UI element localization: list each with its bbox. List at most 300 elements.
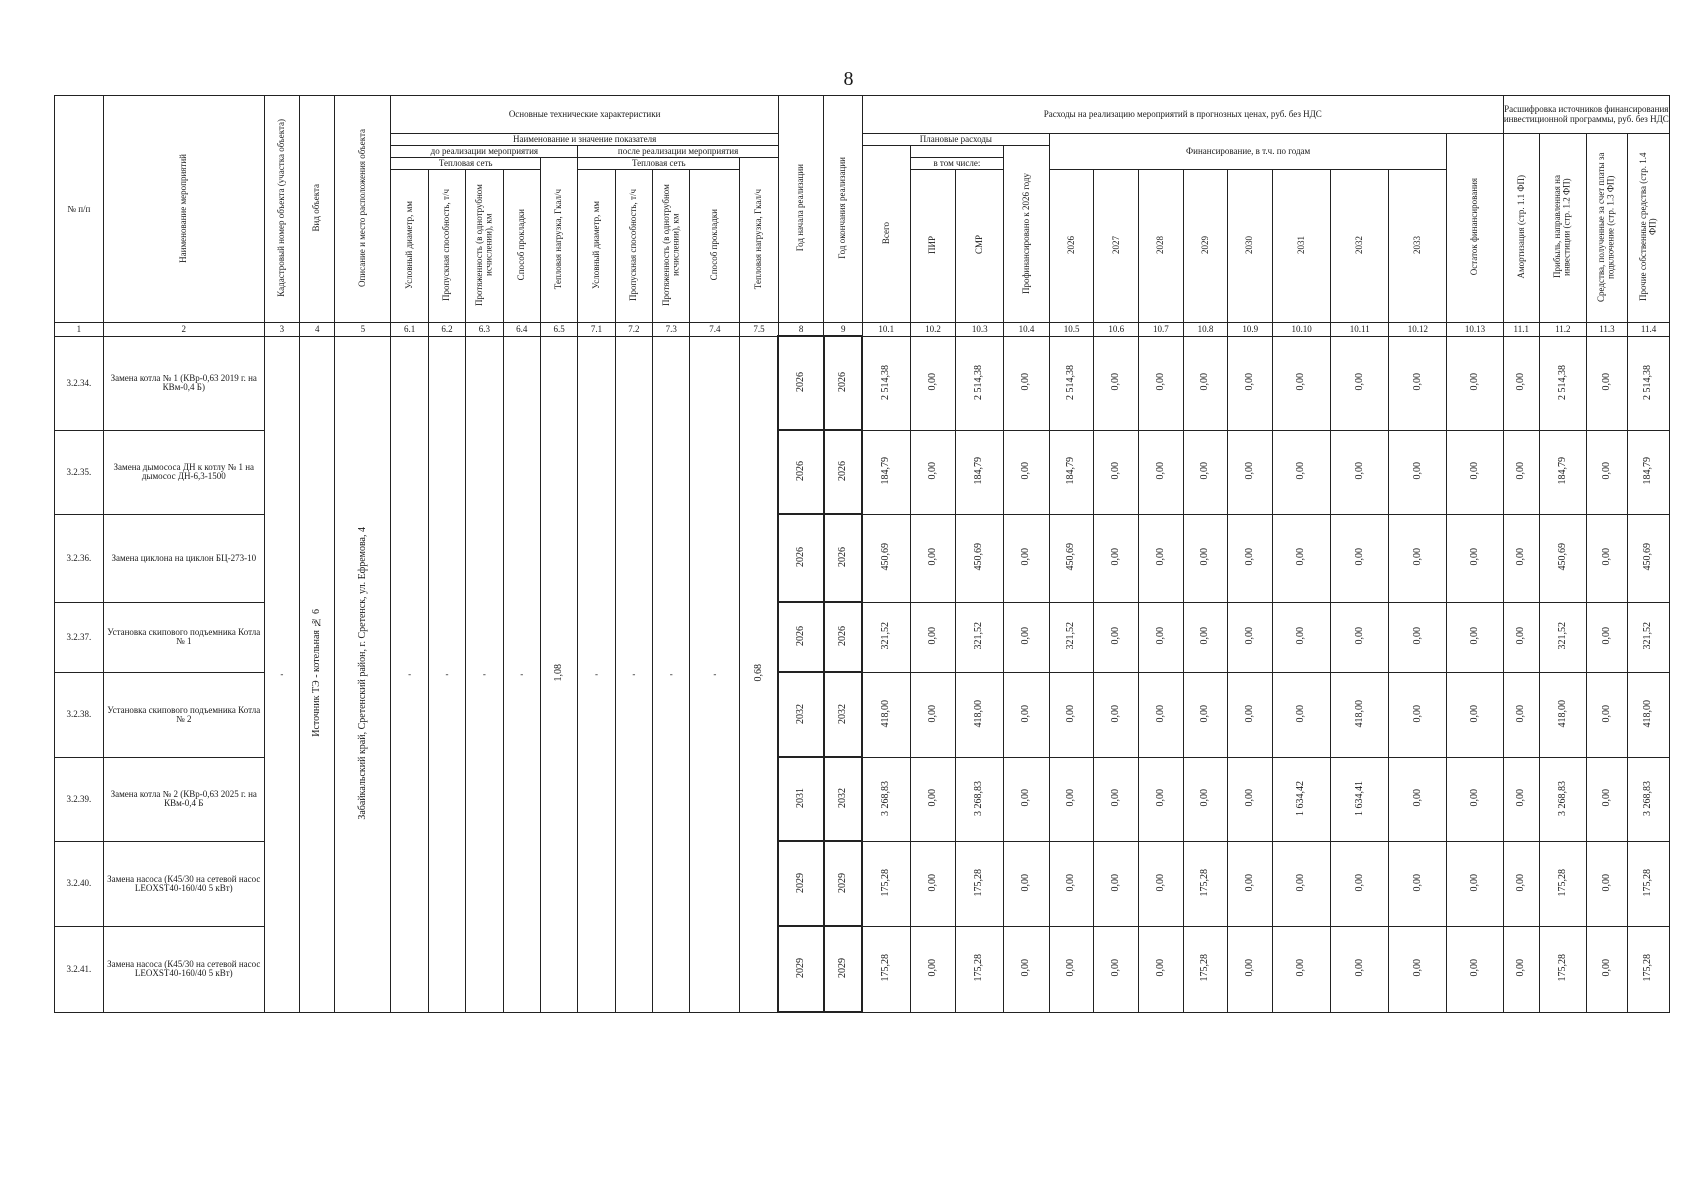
value-cell-text: 0,00 — [1020, 789, 1032, 807]
value-cell — [956, 841, 1004, 926]
after-dash-cell: - — [578, 336, 615, 1012]
value-cell — [1094, 672, 1139, 757]
value-cell — [1273, 602, 1331, 672]
value-cell-text: 0,00 — [1020, 704, 1032, 723]
value-cell — [956, 430, 1004, 514]
value-cell — [1586, 841, 1628, 926]
year-end-cell — [824, 672, 862, 757]
value-cell — [1228, 336, 1273, 430]
value-cell — [1004, 926, 1050, 1012]
value-cell-text: 321,52 — [973, 622, 985, 650]
planned-header: Плановые расходы — [862, 134, 1049, 146]
value-cell — [956, 336, 1004, 430]
value-cell — [1183, 602, 1228, 672]
heat-net-after-header: Тепловая сеть — [578, 158, 740, 170]
value-cell — [1389, 672, 1447, 757]
value-cell — [1094, 602, 1139, 672]
value-cell-text: 321,52 — [1642, 622, 1654, 650]
value-cell — [1273, 841, 1331, 926]
value-cell-text: 175,28 — [1556, 954, 1568, 982]
value-cell-text: 0,00 — [1353, 627, 1365, 645]
value-cell-text: 0,00 — [1295, 627, 1307, 645]
value-cell-text: 0,00 — [1411, 373, 1423, 391]
value-cell-text: 0,00 — [1110, 704, 1122, 723]
table-row — [55, 336, 1670, 430]
financing-years-header: Финансирование, в т.ч. по годам — [1049, 134, 1447, 170]
column-number: 10.4 — [1004, 323, 1050, 337]
value-cell-text: 0,00 — [1600, 548, 1612, 566]
value-cell — [1331, 841, 1389, 926]
value-cell — [910, 672, 956, 757]
heat-load-before-cell — [540, 336, 577, 1012]
value-cell — [1228, 602, 1273, 672]
value-cell-text: 0,00 — [1411, 704, 1423, 723]
value-cell — [1273, 430, 1331, 514]
col-connection-header: Средства, полученные за счет платы за подключение (стр. 1.3 ФП) — [1586, 134, 1628, 323]
value-cell-text: 175,28 — [973, 954, 985, 982]
value-cell — [1139, 514, 1184, 602]
row-number: 3.2.41. — [55, 926, 104, 1012]
value-cell — [1447, 336, 1503, 430]
value-cell — [1539, 430, 1586, 514]
value-cell — [1094, 926, 1139, 1012]
column-number: 10.12 — [1389, 323, 1447, 337]
value-cell — [1331, 602, 1389, 672]
value-cell-text: 175,28 — [1556, 868, 1568, 897]
column-number: 10.1 — [862, 323, 910, 337]
value-cell-text: 1 634,41 — [1353, 780, 1365, 816]
value-cell — [862, 336, 910, 430]
value-cell — [1447, 602, 1503, 672]
value-cell — [1447, 514, 1503, 602]
value-cell-text: 450,69 — [880, 543, 892, 571]
col-remaining-header: Остаток финансирования — [1447, 134, 1503, 323]
column-number: 7.3 — [653, 323, 690, 337]
year-end-cell — [824, 757, 862, 841]
col-profit-header: Прибыль, направленная на инвестиции (стр. 1.2 ФП) — [1539, 134, 1586, 323]
value-cell-text: 0,00 — [1295, 959, 1307, 977]
value-cell-text: 0,00 — [1411, 548, 1423, 566]
col-2026-header: 2026 — [1049, 170, 1094, 323]
value-cell-text: 0,00 — [1065, 959, 1077, 977]
value-cell-text: 0,00 — [1199, 789, 1211, 807]
col-capacity-header: Пропускная способность, т/ч — [428, 170, 465, 323]
row-number: 3.2.36. — [55, 514, 104, 602]
value-cell-text: 0,00 — [1243, 462, 1255, 480]
col-2030-header: 2030 — [1228, 170, 1273, 323]
row-number: 3.2.34. — [55, 336, 104, 430]
value-cell-text: 0,00 — [1468, 704, 1480, 723]
value-cell — [910, 757, 956, 841]
column-number: 10.5 — [1049, 323, 1094, 337]
value-cell-text: 0,00 — [1515, 548, 1526, 566]
value-cell — [1503, 672, 1539, 757]
value-cell-text: 0,00 — [1295, 373, 1307, 391]
year-end-cell-text: 2026 — [836, 547, 848, 568]
value-cell-text: 0,00 — [1020, 873, 1032, 892]
column-number: 9 — [824, 323, 862, 337]
value-cell — [1503, 602, 1539, 672]
col-diameter-header: Условный диаметр, мм — [391, 170, 428, 323]
value-cell — [1503, 926, 1539, 1012]
value-cell-text: 175,28 — [1199, 954, 1211, 982]
heat-load-after-cell — [740, 336, 779, 1012]
row-name: Установка скипового подъемника Котла № 2 — [103, 672, 264, 757]
value-cell — [1331, 926, 1389, 1012]
value-cell — [1004, 841, 1050, 926]
value-cell — [910, 336, 956, 430]
row-name: Замена котла № 2 (КВр-0,63 2025 г. на КВм-0,4 Б — [103, 757, 264, 841]
value-cell-text: 0,00 — [1110, 959, 1122, 977]
value-cell — [1539, 602, 1586, 672]
value-cell — [1586, 672, 1628, 757]
col-total-header: Всего — [862, 146, 910, 323]
value-cell-text: 0,00 — [1515, 627, 1526, 645]
object-type-cell-text: Источник ТЭ - котельная № 6 — [310, 609, 322, 738]
value-cell-text: 0,00 — [1515, 873, 1526, 892]
col-name-header: Наименование мероприятий — [103, 96, 264, 323]
column-number: 1 — [55, 323, 104, 337]
value-cell — [1139, 757, 1184, 841]
col-2032-header: 2032 — [1331, 170, 1389, 323]
value-cell — [862, 430, 910, 514]
year-end-cell — [824, 926, 862, 1012]
value-cell-text: 0,00 — [1295, 704, 1307, 723]
value-cell-text: 184,79 — [1556, 457, 1568, 485]
value-cell-text: 0,00 — [1154, 704, 1166, 723]
value-cell — [1628, 841, 1670, 926]
value-cell-text: 0,00 — [1600, 959, 1612, 977]
value-cell — [1139, 926, 1184, 1012]
value-cell-text: 0,00 — [1600, 373, 1612, 391]
value-cell — [956, 602, 1004, 672]
col-2029-header: 2029 — [1183, 170, 1228, 323]
costs-header: Расходы на реализацию мероприятий в прогнозных ценах, руб. без НДС — [862, 96, 1503, 134]
column-number: 10.2 — [910, 323, 956, 337]
page-number: 8 — [843, 68, 854, 90]
value-cell — [1503, 336, 1539, 430]
value-cell-text: 321,52 — [1065, 622, 1077, 650]
column-number: 7.5 — [740, 323, 779, 337]
year-start-cell-text: 2026 — [794, 547, 806, 568]
value-cell-text: 0,00 — [926, 789, 938, 807]
value-cell — [956, 926, 1004, 1012]
row-number: 3.2.37. — [55, 602, 104, 672]
value-cell — [1094, 757, 1139, 841]
value-cell-text: 0,00 — [1411, 959, 1423, 977]
year-end-cell-text: 2029 — [836, 958, 848, 979]
value-cell — [862, 602, 910, 672]
value-cell — [1331, 757, 1389, 841]
row-name: Замена дымососа ДН к котлу № 1 на дымосос ДН-6,3-1500 — [103, 430, 264, 514]
value-cell-text: 0,00 — [1468, 373, 1480, 391]
value-cell-text: 0,00 — [1110, 627, 1122, 645]
value-cell-text: 0,00 — [1353, 373, 1365, 391]
after-header: после реализации мероприятия — [578, 146, 778, 158]
value-cell-text: 0,00 — [1411, 873, 1423, 892]
value-cell-text: 2 514,38 — [1065, 364, 1077, 400]
value-cell-text: 0,00 — [1199, 704, 1211, 723]
column-number: 3 — [264, 323, 299, 337]
value-cell-text: 2 514,38 — [1642, 364, 1654, 400]
value-cell — [1389, 926, 1447, 1012]
column-number: 10.8 — [1183, 323, 1228, 337]
value-cell-text: 2 514,38 — [880, 364, 892, 400]
value-cell — [1503, 430, 1539, 514]
value-cell-text: 0,00 — [1353, 873, 1365, 892]
year-end-cell — [824, 336, 862, 430]
column-number: 6.1 — [391, 323, 428, 337]
column-number: 4 — [300, 323, 335, 337]
value-cell — [1183, 430, 1228, 514]
value-cell-text: 0,00 — [1199, 548, 1211, 566]
column-number: 6.2 — [428, 323, 465, 337]
value-cell — [1539, 841, 1586, 926]
value-cell — [1539, 926, 1586, 1012]
value-cell-text: 0,00 — [1154, 959, 1166, 977]
col-2028-header: 2028 — [1139, 170, 1184, 323]
including-header: в том числе: — [910, 158, 1003, 170]
year-start-cell — [778, 336, 824, 430]
row-name: Установка скипового подъемника Котла № 1 — [103, 602, 264, 672]
value-cell-text: 0,00 — [1243, 873, 1255, 892]
col-diameter2-header: Условный диаметр, мм — [578, 170, 615, 323]
value-cell — [1094, 841, 1139, 926]
value-cell — [1389, 602, 1447, 672]
value-cell — [1049, 430, 1094, 514]
value-cell-text: 0,00 — [1065, 789, 1077, 807]
value-cell — [1004, 672, 1050, 757]
value-cell — [1447, 430, 1503, 514]
value-cell-text: 0,00 — [1110, 373, 1122, 391]
value-cell — [1586, 602, 1628, 672]
value-cell — [1628, 430, 1670, 514]
value-cell — [1094, 336, 1139, 430]
year-start-cell-text: 2026 — [794, 461, 806, 482]
year-start-cell — [778, 514, 824, 602]
value-cell — [1389, 430, 1447, 514]
value-cell-text: 0,00 — [1353, 462, 1365, 480]
value-cell-text: 1 634,42 — [1295, 780, 1307, 816]
after-dash-cell: - — [653, 336, 690, 1012]
value-cell-text: 0,00 — [1243, 789, 1255, 807]
value-cell-text: 0,00 — [1154, 873, 1166, 892]
year-start-cell-text: 2026 — [794, 372, 806, 393]
value-cell-text: 0,00 — [1020, 627, 1032, 645]
value-cell-text: 0,00 — [926, 548, 938, 566]
row-name: Замена циклона на циклон БЦ-273-10 — [103, 514, 264, 602]
col-heat-load2-header: Тепловая нагрузка, Гкал/ч — [740, 158, 779, 323]
column-number: 5 — [335, 323, 391, 337]
value-cell-text: 0,00 — [926, 627, 938, 645]
heat-load-after-cell-text: 0,68 — [752, 664, 764, 682]
year-start-cell-text: 2032 — [794, 703, 806, 724]
column-number: 6.3 — [466, 323, 503, 337]
column-number: 10.10 — [1273, 323, 1331, 337]
value-cell — [862, 672, 910, 757]
value-cell-text: 175,28 — [1199, 868, 1211, 897]
value-cell — [1228, 514, 1273, 602]
value-cell — [1228, 430, 1273, 514]
value-cell-text: 0,00 — [1065, 873, 1077, 892]
value-cell — [1447, 757, 1503, 841]
col-length-header: Протяженность (в однотрубном исчислении), км — [466, 170, 503, 323]
value-cell-text: 0,00 — [1600, 873, 1612, 892]
value-cell — [1273, 757, 1331, 841]
value-cell — [1273, 336, 1331, 430]
col-object-type-header: Вид объекта — [300, 96, 335, 323]
value-cell-text: 0,00 — [1243, 627, 1255, 645]
col-description-header: Описание и место расположения объекта — [335, 96, 391, 323]
value-cell-text: 0,00 — [1295, 462, 1307, 480]
value-cell — [910, 514, 956, 602]
year-end-cell-text: 2032 — [836, 703, 848, 724]
column-number: 10.6 — [1094, 323, 1139, 337]
col-smr-header: СМР — [956, 170, 1004, 323]
column-number: 10.9 — [1228, 323, 1273, 337]
value-cell-text: 184,79 — [1065, 457, 1077, 485]
value-cell-text: 0,00 — [1515, 462, 1526, 480]
col-2027-header: 2027 — [1094, 170, 1139, 323]
main-tech-header: Основные технические характеристики — [391, 96, 778, 134]
value-cell-text: 0,00 — [1600, 627, 1612, 645]
value-cell-text: 0,00 — [926, 462, 938, 480]
value-cell — [1389, 757, 1447, 841]
value-cell-text: 418,00 — [973, 699, 985, 728]
value-cell — [1139, 672, 1184, 757]
value-cell — [1139, 336, 1184, 430]
col-laying2-header: Способ прокладки — [690, 170, 740, 323]
value-cell-text: 0,00 — [1411, 462, 1423, 480]
value-cell-text: 0,00 — [1468, 548, 1480, 566]
value-cell — [1389, 336, 1447, 430]
value-cell — [1503, 841, 1539, 926]
value-cell — [1331, 430, 1389, 514]
col-amort-header: Амортизация (стр. 1.1 ФП) — [1503, 134, 1539, 323]
heat-net-before-header: Тепловая сеть — [391, 158, 541, 170]
col-year-start-header: Год начала реализации — [778, 96, 824, 323]
year-end-cell — [824, 514, 862, 602]
value-cell-text: 0,00 — [1243, 548, 1255, 566]
value-cell-text: 175,28 — [973, 868, 985, 897]
value-cell — [1586, 514, 1628, 602]
value-cell-text: 184,79 — [880, 457, 892, 485]
value-cell — [1049, 926, 1094, 1012]
value-cell — [862, 757, 910, 841]
before-header: до реализации мероприятия — [391, 146, 578, 158]
column-number: 11.2 — [1539, 323, 1586, 337]
year-end-cell — [824, 841, 862, 926]
value-cell — [910, 430, 956, 514]
value-cell-text: 418,00 — [1556, 699, 1568, 728]
value-cell-text: 0,00 — [1020, 462, 1032, 480]
description-cell-text: Забайкальский край, Сретенский район, г. Сретенск, ул. Ефремова, 4 — [356, 526, 368, 820]
value-cell-text: 0,00 — [1353, 959, 1365, 977]
value-cell-text: 450,69 — [1065, 543, 1077, 571]
value-cell-text: 0,00 — [1295, 873, 1307, 892]
value-cell — [1628, 336, 1670, 430]
value-cell-text: 0,00 — [1110, 873, 1122, 892]
col-laying-header: Способ прокладки — [503, 170, 540, 323]
value-cell — [1183, 336, 1228, 430]
value-cell — [1049, 841, 1094, 926]
after-dash-cell: - — [690, 336, 740, 1012]
value-cell-text: 175,28 — [880, 868, 892, 897]
value-cell-text: 0,00 — [1110, 789, 1122, 807]
value-cell-text: 0,00 — [1468, 462, 1480, 480]
col-cadastral-header: Кадастровый номер объекта (участка объекта) — [264, 96, 299, 323]
value-cell — [1049, 757, 1094, 841]
value-cell — [1094, 514, 1139, 602]
col-no-header: № п/п — [55, 96, 104, 323]
value-cell — [956, 514, 1004, 602]
value-cell-text: 0,00 — [1199, 627, 1211, 645]
column-number: 10.7 — [1139, 323, 1184, 337]
column-number: 11.1 — [1503, 323, 1539, 337]
row-name: Замена котла № 1 (КВр-0,63 2019 г. на КВм-0,4 Б) — [103, 336, 264, 430]
value-cell-text: 0,00 — [1468, 627, 1480, 645]
value-cell-text: 450,69 — [973, 543, 985, 571]
value-cell — [862, 841, 910, 926]
year-start-cell-text: 2029 — [794, 958, 806, 979]
value-cell-text: 0,00 — [1110, 548, 1122, 566]
year-start-cell — [778, 672, 824, 757]
col-year-end-header: Год окончания реализации — [824, 96, 862, 323]
col-2031-header: 2031 — [1273, 170, 1331, 323]
value-cell-text: 0,00 — [1353, 548, 1365, 566]
value-cell — [1539, 672, 1586, 757]
year-start-cell — [778, 602, 824, 672]
year-end-cell-text: 2032 — [836, 788, 848, 809]
sources-header: Расшифровка источников финансирования инвестиционной программы, руб. без НДС — [1503, 96, 1669, 134]
value-cell — [862, 926, 910, 1012]
value-cell — [1447, 926, 1503, 1012]
value-cell-text: 0,00 — [1020, 373, 1032, 391]
column-number: 11.3 — [1586, 323, 1628, 337]
value-cell — [910, 602, 956, 672]
col-heat-load-header: Тепловая нагрузка, Гкал/ч — [540, 158, 577, 323]
value-cell — [1628, 514, 1670, 602]
value-cell-text: 3 268,83 — [1642, 780, 1654, 816]
value-cell — [1183, 757, 1228, 841]
after-dash-cell: - — [615, 336, 652, 1012]
value-cell-text: 0,00 — [1515, 959, 1526, 977]
value-cell-text: 0,00 — [1468, 873, 1480, 892]
value-cell — [1004, 757, 1050, 841]
value-cell-text: 0,00 — [1515, 373, 1526, 391]
col-pir-header: ПИР — [910, 170, 956, 323]
value-cell-text: 418,00 — [1642, 699, 1654, 728]
col-capacity2-header: Пропускная способность, т/ч — [615, 170, 652, 323]
value-cell-text: 0,00 — [1154, 462, 1166, 480]
value-cell — [1139, 841, 1184, 926]
value-cell-text: 0,00 — [1154, 627, 1166, 645]
value-cell-text: 3 268,83 — [880, 780, 892, 816]
value-cell — [1447, 841, 1503, 926]
before-dash-cell: - — [503, 336, 540, 1012]
value-cell — [956, 672, 1004, 757]
value-cell-text: 0,00 — [1468, 959, 1480, 977]
row-number: 3.2.39. — [55, 757, 104, 841]
row-name: Замена насоса (К45/30 на сетевой насос LEOXST40-160/40 5 кВт) — [103, 926, 264, 1012]
value-cell-text: 0,00 — [1600, 704, 1612, 723]
year-end-cell-text: 2026 — [836, 461, 848, 482]
value-cell-text: 0,00 — [1154, 548, 1166, 566]
value-cell — [1228, 672, 1273, 757]
year-start-cell-text: 2026 — [794, 626, 806, 647]
value-cell-text: 0,00 — [1154, 789, 1166, 807]
heat-load-before-cell-text: 1,08 — [552, 664, 564, 682]
